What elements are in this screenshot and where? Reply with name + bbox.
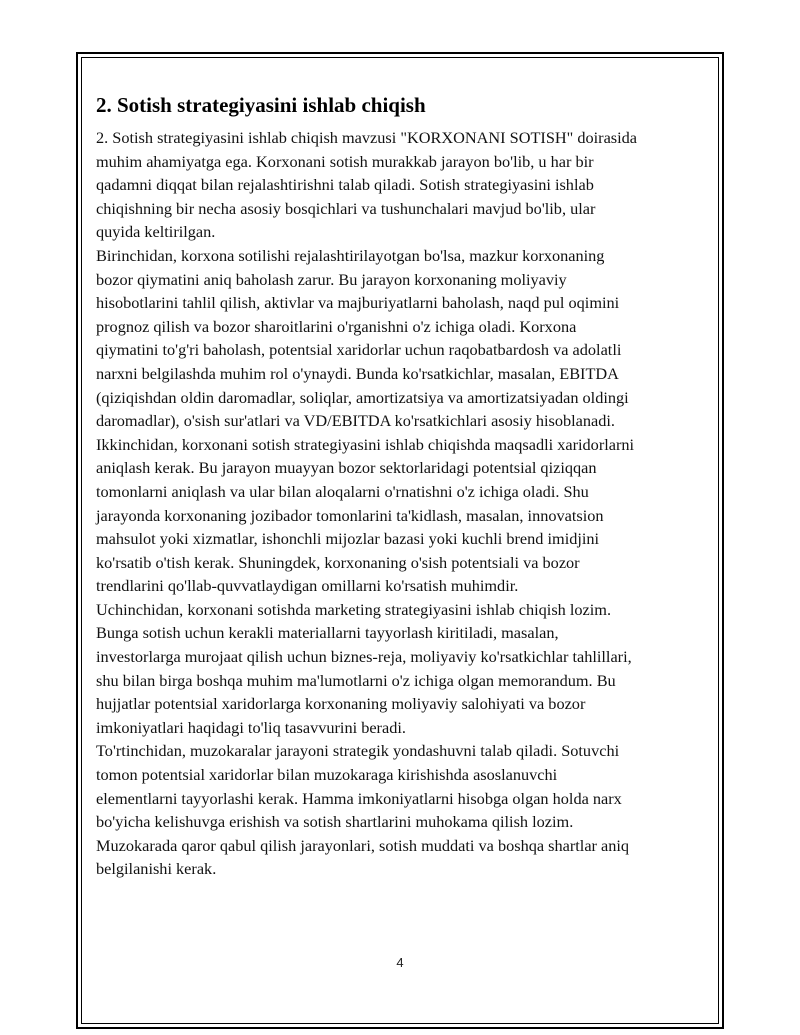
text-line: hisobotlarini tahlil qilish, aktivlar va majburiyatlarni baholash, naqd pul oqimini xyxy=(96,293,620,313)
text-line: belgilanishi kerak. xyxy=(96,859,217,879)
text-line: narxni belgilashda muhim rol o'ynaydi. Bunda ko'rsatkichlar, masalan, EBITDA xyxy=(96,363,619,383)
text-line: qiymatini to'g'ri baholash, potentsial xaridorlar uchun raqobatbardosh va adolatli xyxy=(96,340,622,360)
text-line: chiqishning bir necha asosiy bosqichlari va tushunchalari mavjud bo'lib, ular xyxy=(96,198,596,218)
text-line: bo'yicha kelishuvga erishish va sotish shartlarini muhokama qilish lozim. xyxy=(96,812,574,832)
document-body xyxy=(96,90,708,881)
text-line: aniqlash kerak. Bu jarayon muayyan bozor sektorlaridagi potentsial qiziqqan xyxy=(96,458,597,478)
text-line: 2. Sotish strategiyasini ishlab chiqish mavzusi "KORXONANI SOTISH" doirasida xyxy=(96,128,638,147)
text-line: muhim ahamiyatga ega. Korxonani sotish murakkab jarayon bo'lib, u har bir xyxy=(96,151,594,171)
text-line: jarayonda korxonaning jozibador tomonlarini ta'kidlash, masalan, innovatsion xyxy=(96,505,604,525)
paragraph-fourth xyxy=(96,739,708,881)
text-line: elementlarni tayyorlashi kerak. Hamma imkoniyatlarni hisobga olgan holda narx xyxy=(96,788,622,808)
text-line: shu bilan birga boshqa muhim ma'lumotlarni o'z ichiga olgan memorandum. Bu xyxy=(96,670,616,690)
section-heading: 2. Sotish strategiyasini ishlab chiqish xyxy=(96,93,426,117)
paragraph-first xyxy=(96,244,708,433)
text-line: Birinchidan, korxona sotilishi rejalashtirilayotgan bo'lsa, mazkur korxonaning xyxy=(96,245,605,265)
text-line: investorlarga murojaat qilish uchun biznes-reja, moliyaviy ko'rsatkichlar tahlillari, xyxy=(96,647,632,667)
text-line: tomonlarni aniqlash va ular bilan aloqalarni o'rnatishni o'z ichiga oladi. Shu xyxy=(96,481,589,501)
paragraph-third xyxy=(96,598,708,740)
text-line: ko'rsatib o'tish kerak. Shuningdek, korxonaning o'sish potentsiali va bozor xyxy=(96,552,580,572)
text-line: Muzokarada qaror qabul qilish jarayonlari, sotish muddati va boshqa shartlar aniq xyxy=(96,835,630,855)
text-line: (qiziqishdan oldin daromadlar, soliqlar, amortizatsiya va amortizatsiyadan oldingi xyxy=(96,387,629,407)
text-line: Uchinchidan, korxonani sotishda marketing strategiyasini ishlab chiqish lozim. xyxy=(96,599,612,619)
text-line: tomon potentsial xaridorlar bilan muzokaraga kirishishda asoslanuvchi xyxy=(96,765,558,785)
paragraph-second xyxy=(96,433,708,598)
text-line: daromadlar), o'sish sur'atlari va VD/EBITDA ko'rsatkichlari asosiy hisoblanadi. xyxy=(96,411,615,431)
text-line: imkoniyatlari haqidagi to'liq tasavvurini beradi. xyxy=(96,717,406,737)
text-line: Bunga sotish uchun kerakli materiallarni tayyorlash kiritiladi, masalan, xyxy=(96,623,559,643)
text-line: Ikkinchidan, korxonani sotish strategiyasini ishlab chiqishda maqsadli xaridorlarni xyxy=(96,434,635,454)
text-line: trendlarini qo'llab-quvvatlaydigan omillarni ko'rsatish muhimdir. xyxy=(96,576,519,596)
text-line: qadamni diqqat bilan rejalashtirishni talab qiladi. Sotish strategiyasini ishlab xyxy=(96,175,594,195)
page-number: 4 xyxy=(396,955,404,970)
text-line: prognoz qilish va bozor sharoitlarini o'rganishni o'z ichiga oladi. Korxona xyxy=(96,316,577,336)
text-line: hujjatlar potentsial xaridorlarga korxonaning moliyaviy salohiyati va bozor xyxy=(96,694,586,714)
text-line: To'rtinchidan, muzokaralar jarayoni strategik yondashuvni talab qiladi. Sotuvchi xyxy=(96,741,620,761)
text-line: mahsulot yoki xizmatlar, ishonchli mijozlar bazasi yoki kuchli brend imidjini xyxy=(96,529,600,549)
text-line: bozor qiymatini aniq baholash zarur. Bu jarayon korxonaning moliyaviy xyxy=(96,269,567,289)
text-line: quyida keltirilgan. xyxy=(96,222,216,242)
paragraph-intro xyxy=(96,126,708,244)
